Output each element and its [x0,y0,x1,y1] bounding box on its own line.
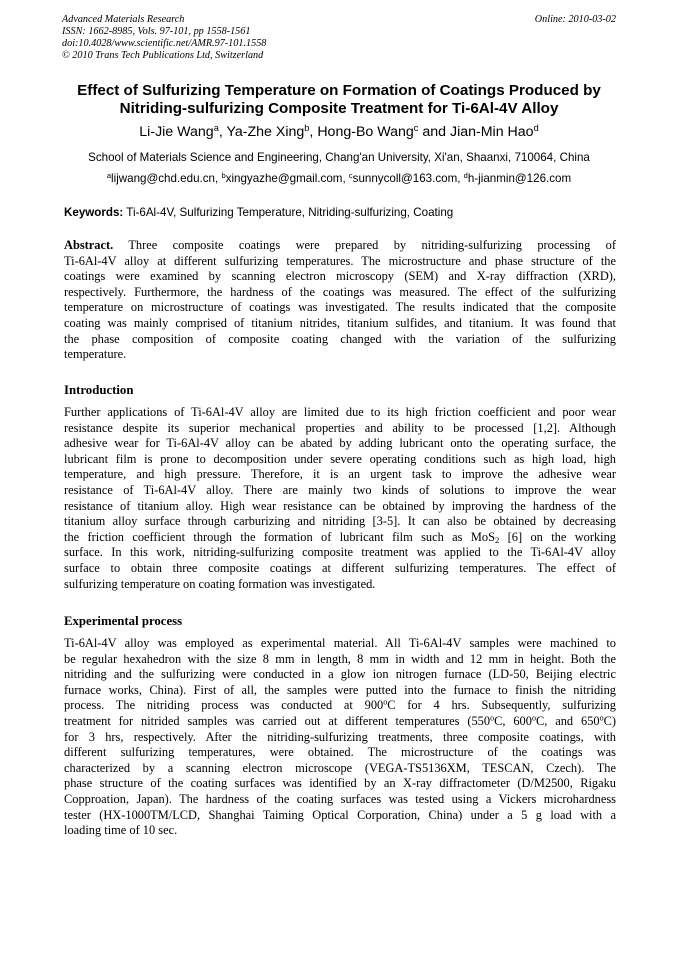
author-superscript: d [533,122,539,133]
exp-line: Ti-6Al-4V alloy was employed as experimental material. All Ti-6Al-4V samples were machined to [64,636,616,650]
intro-line: temperature, and high pressure. Therefore, it is an urgent task to improve the adhesive wear [64,467,616,482]
email-address: sunnycoll@163.com, [352,172,464,185]
intro-line: sulfurizing temperature on coating formation was investigated. [64,576,376,591]
abstract-label: Abstract. [64,238,114,252]
author-list [40,124,638,141]
exp-line: tester (HX-1000TM/LCD, Shanghai Taiming Optical Corporation, China) under a 5 g load with a [64,807,616,822]
affiliation: School of Materials Science and Engineering, Chang'an University, Xi'an, Shaanxi, 710064, China [88,151,590,164]
email-superscript: b [221,170,226,180]
journal-name: Advanced Materials Research [62,14,185,25]
intro-line: Further applications of Ti-6Al-4V alloy are limited due to its high friction coefficient and poor wear [64,405,616,419]
exp-line: different sulfurizing temperatures, were obtained. The microstructure of the coatings was [64,745,616,760]
email-superscript: c [348,170,353,180]
abstract-line: Ti-6Al-4V alloy at different sulfurizing temperatures. The microstructure and phase structure of the [64,253,616,268]
intro-line: lubricant film is prone to decomposition under severe operating conditions such as high load, high [64,451,616,466]
email-address: h-jianmin@126.com [467,172,572,185]
exp-line: be regular hexahedron with the size 8 mm in length, 8 mm in width and 12 mm in height. Both the [64,651,616,666]
intro-line [64,530,616,546]
journal-copyright: © 2010 Trans Tech Publications Ltd, Switzerland [62,50,264,61]
exp-line-text: C, and 650 [535,713,600,728]
intro-line: resistance of Ti-6Al-4V alloy. There are mainly two kinds of solutions to improve the wear [64,482,616,497]
abstract-line: coating was mainly comprised of titanium nitrides, titanium sulfides, and titanium. It was found that [64,315,616,330]
online-date: Online: 2010-03-02 [534,14,616,25]
intro-line: surface to obtain three composite coatings at different sulfurizing temperatures. The effect of [64,560,616,575]
intro-line: surface. In this work, nitriding-sulfurizing composite treatment was applied to the Ti-6Al-4V alloy [64,545,616,560]
author-superscript: a [213,122,219,133]
experimental-heading: Experimental process [64,614,183,628]
title-line-2: Nitriding-sulfurizing Composite Treatment for Ti-6Al-4V Alloy [119,100,559,117]
exp-line-text: C, 600 [494,713,532,728]
exp-line: furnace works, China). First of all, the samples were putted into the furnace to finish the nitriding [64,682,616,697]
exp-line: for 3 hrs, respectively. After the nitriding-sulfurizing treatments, three composite coatings, with [64,729,616,744]
exp-line [64,714,616,730]
author-separator: , [218,124,227,140]
abstract-line [64,238,616,254]
exp-line: Copproation, Japan). The hardness of the coating surfaces was tested using a Vickers microhardness [64,791,616,806]
intro-line-text: the friction coefficient through the formation of lubricant film such as MoS [64,529,495,544]
experimental-body [64,636,616,839]
exp-line-text: process. The nitriding process was conducted at 900 [64,698,384,713]
abstract-line: temperature on microstructure of coatings was investigated. The results indicated that the composite [64,300,616,315]
author-superscript: c [413,122,419,133]
intro-line: adhesive wear for Ti-6Al-4V alloy can be abated by adding lubricant onto the operating surface, the [64,436,616,451]
degree-superscript: o [490,713,495,723]
author-name: Jian-Min Hao [449,124,534,140]
abstract-line: respectively. Furthermore, the hardness of the coatings was measured. The effect of the sulfurizing [64,284,616,299]
keywords [64,206,616,220]
introduction-body [64,405,616,592]
introduction-heading: Introduction [64,383,134,397]
author-superscript: b [304,122,310,133]
abstract-line: temperature. [64,347,127,362]
exp-line-text: C) [603,713,617,728]
abstract-line: coatings were examined by scanning electron microscopy (SEM) and X-ray diffraction (XRD), [64,269,616,284]
email-address: xingyazhe@gmail.com, [225,172,349,185]
author-name: Li-Jie Wang [139,124,214,140]
title-line-1: Effect of Sulfurizing Temperature on Formation of Coatings Produced by [77,82,601,99]
exp-line: nitriding and the sulfurizing were conducted in a glow ion nitrogen furnace (LD-50, Beijing electric [64,667,616,682]
email-superscript: d [463,170,468,180]
exp-line-text: C for 4 hrs. Subsequently, sulfurizing [387,698,616,713]
keywords-label: Keywords: [64,206,124,219]
author-separator: and [418,124,450,140]
journal-issn: ISSN: 1662-8985, Vols. 97-101, pp 1558-1561 [62,26,251,37]
abstract [64,238,616,363]
abstract-line: the phase composition of composite coating changed with the variation of the sulfurizing [64,331,616,346]
abstract-line-text: Three composite coatings were prepared by nitriding-sulfurizing processing of [113,238,616,252]
email-superscript: a [106,170,112,180]
degree-superscript: o [383,697,388,707]
degree-superscript: o [599,713,604,723]
journal-doi: doi:10.4028/www.scientific.net/AMR.97-101.1558 [62,38,267,49]
intro-line: resistance of titanium alloy. High wear resistance can be obtained by improving the hardness of the [64,498,616,513]
degree-superscript: o [531,713,536,723]
email-list [40,172,638,186]
keywords-text: Ti-6Al-4V, Sulfurizing Temperature, Nitriding-sulfurizing, Coating [123,206,454,219]
mos2-subscript: 2 [494,534,500,545]
email-address: lijwang@chd.edu.cn, [111,172,222,185]
author-name: Hong-Bo Wang [317,124,414,140]
intro-line-text: [6] on the working [499,529,616,544]
intro-line: resistance despite its superior mechanical properties and ability to be processed [1,2]. Although [64,420,616,435]
exp-line-text: treatment for nitrided samples was carried out at different temperatures (550 [64,713,491,728]
journal-header [62,14,266,62]
author-separator: , [309,124,318,140]
exp-line [64,698,616,714]
author-name: Ya-Zhe Xing [226,124,305,140]
intro-line: titanium alloy surface through carburizing and nitriding [3-5]. It can also be obtained by decreasing [64,514,616,529]
exp-line: characterized by a scanning electron microscope (VEGA-TS5136XM, TESCAN, Czech). The [64,760,616,775]
exp-line: loading time of 10 sec. [64,823,178,838]
exp-line: phase structure of the coating surfaces was identified by an X-ray diffractometer (D/M2500, Rigaku [64,776,616,791]
paper-title [40,82,638,118]
